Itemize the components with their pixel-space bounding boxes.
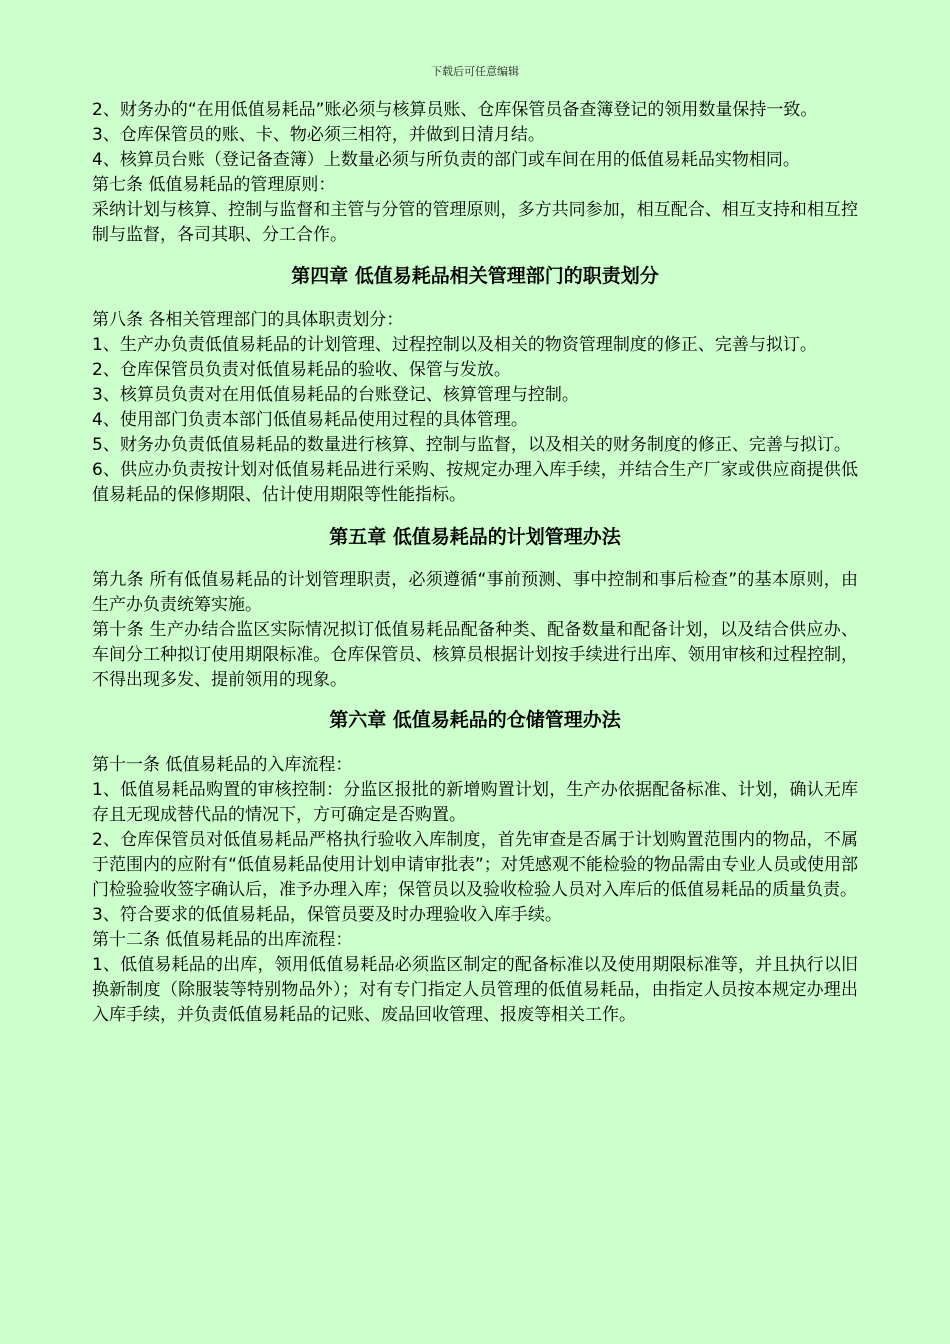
chapter-heading: 第六章 低值易耗品的仓储管理办法	[329, 709, 621, 731]
article-heading: 第十一条 低值易耗品的入库流程：	[92, 755, 353, 775]
chapter-heading: 第五章 低值易耗品的计划管理办法	[329, 526, 621, 548]
paragraph: 6、供应办负责按计划对低值易耗品进行采购、按规定办理入库手续，并结合生产厂家或供应商提供低值易耗品的保修期限、估计使用期限等性能指标。	[92, 460, 858, 505]
paragraph: 第九条 所有低值易耗品的计划管理职责，必须遵循“事前预测、事中控制和事后检查”的基本原则，由生产办负责统筹实施。	[92, 570, 858, 615]
paragraph: 2、财务办的“在用低值易耗品”账必须与核算员账、仓库保管员备查簿登记的领用数量保持一致。	[92, 100, 818, 120]
paragraph: 2、仓库保管员负责对低值易耗品的验收、保管与发放。	[92, 360, 511, 380]
document-body	[92, 98, 858, 1028]
paragraph: 3、核算员负责对在用低值易耗品的台账登记、核算管理与控制。	[92, 385, 579, 405]
paragraph: 1、生产办负责低值易耗品的计划管理、过程控制以及相关的物资管理制度的修正、完善与拟订。	[92, 335, 817, 355]
paragraph: 3、仓库保管员的账、卡、物必须三相符，并做到日清月结。	[92, 125, 545, 145]
page-header: 下载后可任意编辑	[431, 65, 519, 78]
paragraph: 第十条 生产办结合监区实际情况拟订低值易耗品配备种类、配备数量和配备计划，以及结合供应办、车间分工种拟订使用期限标准。仓库保管员、核算员根据计划按手续进行出库、领用审核和过程控制，不得出现多发、提前领用的现象。	[92, 620, 858, 690]
paragraph: 5、财务办负责低值易耗品的数量进行核算、控制与监督，以及相关的财务制度的修正、完善与拟订。	[92, 435, 851, 455]
paragraph: 1、低值易耗品购置的审核控制：分监区报批的新增购置计划，生产办依据配备标准、计划，确认无库存且无现成替代品的情况下，方可确定是否购置。	[92, 780, 858, 825]
article-heading: 第七条 低值易耗品的管理原则：	[92, 175, 336, 195]
paragraph: 3、符合要求的低值易耗品，保管员要及时办理验收入库手续。	[92, 905, 562, 925]
paragraph: 采纳计划与核算、控制与监督和主管与分管的管理原则，多方共同参加，相互配合、相互支持和相互控制与监督，各司其职、分工合作。	[92, 200, 858, 245]
paragraph: 2、仓库保管员对低值易耗品严格执行验收入库制度，首先审查是否属于计划购置范围内的物品，不属于范围内的应附有“低值易耗品使用计划申请审批表”；对凭感观不能检验的物品需由专业人员或使用部门检验验收签字确认后，准予办理入库；保管员以及验收检验人员对入库后的低值易耗品的质量负责。	[92, 830, 858, 900]
chapter-heading: 第四章 低值易耗品相关管理部门的职责划分	[291, 265, 659, 287]
paragraph: 4、核算员台账（登记备查簿）上数量必须与所负责的部门或车间在用的低值易耗品实物相同。	[92, 150, 800, 170]
article-heading: 第八条 各相关管理部门的具体职责划分：	[92, 310, 404, 330]
paragraph: 4、使用部门负责本部门低值易耗品使用过程的具体管理。	[92, 410, 528, 430]
article-heading: 第十二条 低值易耗品的出库流程：	[92, 930, 353, 950]
paragraph: 1、低值易耗品的出库，领用低值易耗品必须监区制定的配备标准以及使用期限标准等，并且执行以旧换新制度（除服装等特别物品外）；对有专门指定人员管理的低值易耗品，由指定人员按本规定办理出入库手续，并负责低值易耗品的记账、废品回收管理、报废等相关工作。	[92, 955, 858, 1025]
